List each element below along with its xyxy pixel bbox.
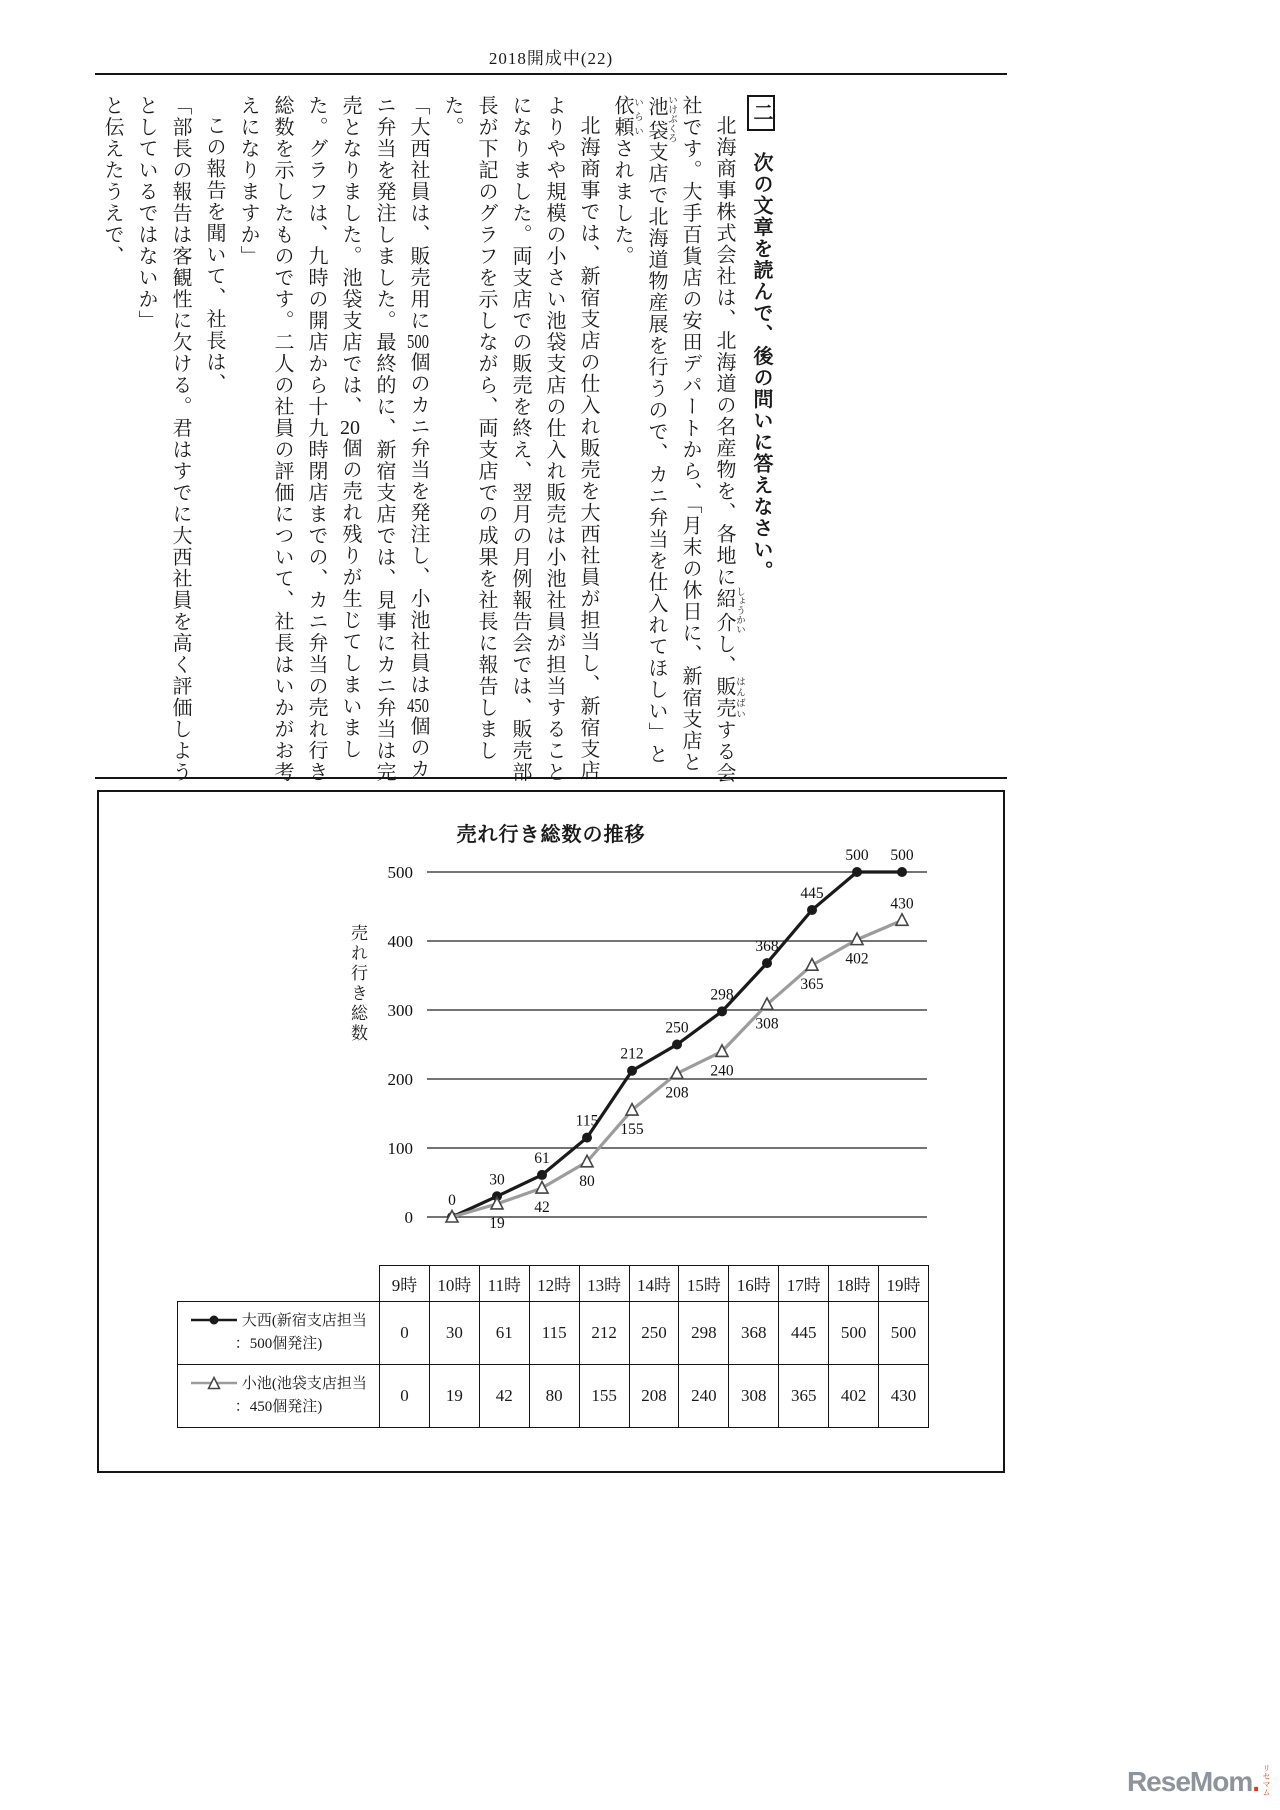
- data-point-circle: [717, 1006, 727, 1016]
- filled-circle-legend-marker-icon: [190, 1313, 238, 1327]
- data-point-circle: [897, 867, 907, 877]
- table-header-cell: 16時: [729, 1266, 779, 1302]
- y-tick-label: 500: [387, 863, 413, 882]
- table-header-cell: 12時: [529, 1266, 579, 1302]
- table-value-cell: 80: [529, 1365, 579, 1428]
- table-header-cell: 13時: [579, 1266, 629, 1302]
- data-point-circle: [807, 905, 817, 915]
- table-value-cell: 368: [729, 1302, 779, 1365]
- data-point-circle: [852, 867, 862, 877]
- table-value-cell: 155: [579, 1365, 629, 1428]
- data-label: 42: [534, 1199, 550, 1217]
- data-label: 80: [579, 1172, 595, 1190]
- table-value-cell: 430: [879, 1365, 929, 1428]
- data-point-circle: [582, 1133, 592, 1143]
- data-label: 212: [620, 1045, 644, 1063]
- table-value-cell: 0: [380, 1302, 430, 1365]
- data-label: 365: [800, 976, 824, 994]
- data-label: 402: [845, 950, 869, 968]
- table-value-cell: 212: [579, 1302, 629, 1365]
- page-header: 2018開成中(22): [488, 49, 614, 68]
- table-header-cell: 14時: [629, 1266, 679, 1302]
- section-divider-rule: [95, 777, 1007, 779]
- table-value-cell: 445: [779, 1302, 829, 1365]
- table-value-cell: 208: [629, 1365, 679, 1428]
- data-label: 208: [665, 1084, 689, 1102]
- chart-y-axis-label: 売れ行き総数: [348, 924, 367, 1044]
- table-value-cell: 250: [629, 1302, 679, 1365]
- data-label: 500: [845, 847, 869, 864]
- passage-paragraph: 北海商事では、新宿支店の仕入れ販売を大西社員が担当し、新宿支店よりやや規模の小さい池袋支店の仕入れ販売は小池社員が担当することになりました。両支店での販売を終え、翌月の月例報告会では、販売部長が下記のグラフを示しながら、両支店での成果を社長に報告しました。: [441, 95, 599, 783]
- watermark-kana: リセマム: [1262, 1764, 1271, 1796]
- table-value-cell: 61: [479, 1302, 529, 1365]
- table-corner-cell: [178, 1266, 380, 1302]
- table-header-cell: 9時: [380, 1266, 430, 1302]
- passage-text: [88, 95, 778, 790]
- data-label: 445: [800, 884, 824, 902]
- table-value-cell: 30: [429, 1302, 479, 1365]
- table-header-cell: 17時: [779, 1266, 829, 1302]
- y-tick-label: 100: [387, 1139, 413, 1158]
- table-value-cell: 240: [679, 1365, 729, 1428]
- table-value-cell: 402: [829, 1365, 879, 1428]
- data-label: 240: [710, 1062, 734, 1080]
- data-label: 0: [448, 1192, 456, 1209]
- data-label: 308: [755, 1015, 779, 1033]
- watermark-dot: .: [1252, 1766, 1259, 1797]
- table-header-cell: 18時: [829, 1266, 879, 1302]
- data-label: 368: [755, 938, 779, 956]
- data-label: 250: [665, 1019, 689, 1037]
- y-tick-label: 400: [387, 932, 413, 951]
- data-label: 115: [575, 1112, 599, 1130]
- passage-paragraph: 「大西社員は、販売用に500個のカニ弁当を発注し、小池社員は450個のカニ弁当を発注しました。最終的に、新宿支店では、見事にカニ弁当は完売となりました。池袋支店では、20個の売れ残りが生じてしまいました。グラフは、九時の開店から十九時閉店までの、カニ弁当の売れ行き総数を示したものです。二人の社員の評価について、社長はいかがお考えになりますか」: [237, 95, 429, 783]
- chart-box: [97, 790, 1005, 1473]
- table-value-cell: 298: [679, 1302, 729, 1365]
- sales-line-chart: [99, 847, 1007, 1257]
- table-header-cell: 11時: [479, 1266, 529, 1302]
- legend-cell: 大西(新宿支店担当 ：500個発注): [178, 1302, 380, 1365]
- data-label: 61: [534, 1149, 550, 1167]
- passage-paragraph: この報告を聞いて、社長は、: [203, 115, 225, 395]
- data-point-circle: [672, 1040, 682, 1050]
- data-label: 500: [890, 847, 914, 864]
- data-point-triangle: [896, 914, 908, 926]
- data-label: 30: [489, 1171, 505, 1189]
- y-tick-label: 200: [387, 1070, 413, 1089]
- passage-heading: 二 次の文章を読んで、後の問いに答えなさい。: [744, 95, 778, 790]
- table-value-cell: 42: [479, 1365, 529, 1428]
- passage-paragraph: 北海商事株式会社は、北海道の名産物を、各地に紹介 しょうかいし、販売 はんばいする会社です。大手百貨店の安田デパートから、「月末の休日に、新宿支店と池袋 いけぶくろ支店で北海道物産展を行うので、カニ弁当を仕入れてほしい」と依頼 いらいされました。: [611, 95, 744, 784]
- passage-paragraph: と伝えたうえで、: [101, 95, 123, 267]
- data-point-circle: [537, 1170, 547, 1180]
- table-value-cell: 0: [380, 1365, 430, 1428]
- table-value-cell: 365: [779, 1365, 829, 1428]
- table-value-cell: 115: [529, 1302, 579, 1365]
- legend-cell: 小池(池袋支店担当 ：450個発注): [178, 1365, 380, 1428]
- y-tick-label: 0: [404, 1208, 413, 1227]
- passage-paragraph: 「部長の報告は客観性に欠ける。君はすでに大西社員を高く評価しようとしているではないか」: [135, 95, 191, 783]
- open-triangle-legend-marker-icon: [190, 1376, 238, 1390]
- data-label: 298: [710, 986, 734, 1004]
- table-header-cell: 15時: [679, 1266, 729, 1302]
- sales-data-table: [177, 1265, 929, 1428]
- table-value-cell: 308: [729, 1365, 779, 1428]
- watermark-brand: ReseMom.: [1126, 1766, 1259, 1797]
- data-label: 19: [489, 1214, 505, 1232]
- table-value-cell: 500: [829, 1302, 879, 1365]
- data-point-circle: [627, 1066, 637, 1076]
- data-label: 430: [890, 895, 914, 913]
- data-point-circle: [762, 958, 772, 968]
- section-number-box: 二: [747, 95, 775, 131]
- header-rule: [95, 73, 1007, 75]
- table-header-cell: 19時: [879, 1266, 929, 1302]
- resemom-watermark: [1127, 1764, 1272, 1796]
- data-label: 155: [620, 1121, 644, 1139]
- y-tick-label: 300: [387, 1001, 413, 1020]
- table-header-cell: 10時: [429, 1266, 479, 1302]
- table-value-cell: 500: [879, 1302, 929, 1365]
- table-value-cell: 19: [429, 1365, 479, 1428]
- chart-title: 売れ行き総数の推移: [456, 824, 646, 846]
